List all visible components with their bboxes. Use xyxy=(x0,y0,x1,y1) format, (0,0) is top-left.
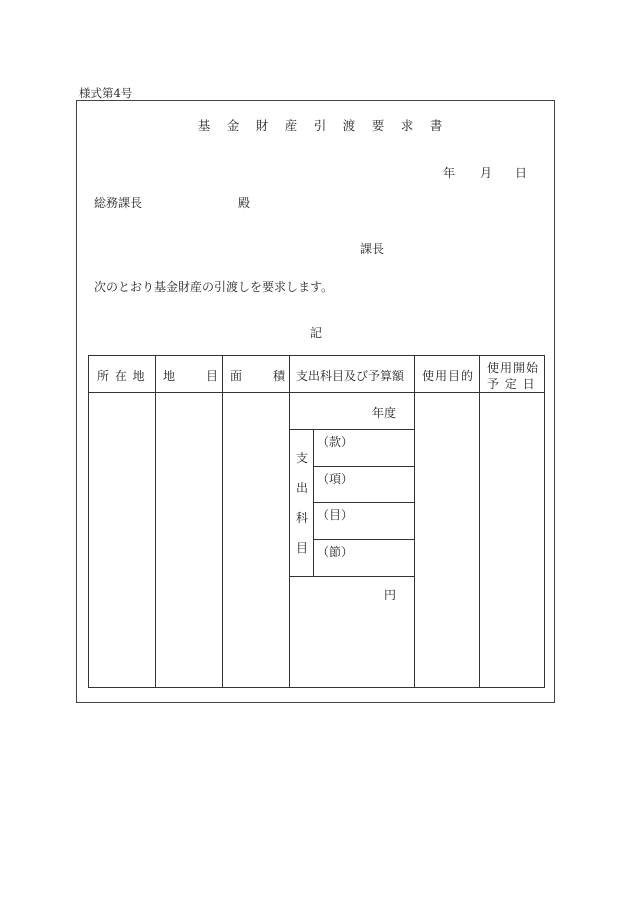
body-text: 次のとおり基金財産の引渡しを要求します。 xyxy=(94,280,334,294)
header-start-line2: 予 定 日 xyxy=(487,377,536,391)
col-divider xyxy=(222,356,223,687)
header-location: 所 在 地 xyxy=(97,369,146,383)
document-title xyxy=(0,116,630,134)
ki-heading: 記 xyxy=(310,326,323,340)
form-number: 様式第4号 xyxy=(79,86,133,100)
header-area-2: 積 xyxy=(273,369,286,383)
expenditure-char: 目 xyxy=(296,541,309,555)
col-divider xyxy=(155,356,156,687)
header-budget: 支出科目及び予算額 xyxy=(296,369,405,383)
subitem-kou: （項） xyxy=(317,472,354,486)
expenditure-char: 科 xyxy=(296,511,309,525)
date-month-label: 月 xyxy=(480,166,493,180)
fiscal-year-label: 年度 xyxy=(372,406,397,420)
header-divider xyxy=(89,392,544,393)
title-char: 金 xyxy=(226,118,240,133)
title-char: 要 xyxy=(371,118,385,133)
budget-row-divider xyxy=(289,576,414,577)
budget-row-divider xyxy=(313,466,414,467)
header-area-1: 面 xyxy=(230,369,243,383)
title-char: 基 xyxy=(197,118,211,133)
budget-label-divider xyxy=(313,429,314,576)
subitem-moku: （目） xyxy=(317,508,354,522)
subitem-setsu: （節） xyxy=(317,545,354,559)
addressee: 総務課長 xyxy=(94,196,143,210)
title-char: 渡 xyxy=(342,118,356,133)
budget-row-divider xyxy=(313,539,414,540)
budget-row-divider xyxy=(289,429,414,430)
title-char: 財 xyxy=(255,118,269,133)
title-char: 産 xyxy=(284,118,298,133)
yen-label: 円 xyxy=(384,588,397,602)
sender-title: 課長 xyxy=(360,242,385,256)
date-year-label: 年 xyxy=(443,166,456,180)
budget-row-divider xyxy=(313,502,414,503)
header-chimoku-1: 地 xyxy=(163,369,176,383)
col-divider xyxy=(289,356,290,687)
expenditure-char: 出 xyxy=(296,481,309,495)
header-start-line1: 使用開始 xyxy=(487,361,540,375)
subitem-kan: （款） xyxy=(317,435,354,449)
header-chimoku-2: 目 xyxy=(206,369,219,383)
expenditure-char: 支 xyxy=(296,451,309,465)
date-day-label: 日 xyxy=(515,166,528,180)
header-purpose: 使用目的 xyxy=(422,369,475,383)
honorific: 殿 xyxy=(238,196,251,210)
col-divider xyxy=(414,356,415,687)
request-table xyxy=(88,355,545,688)
col-divider xyxy=(479,356,480,687)
title-char: 求 xyxy=(400,118,414,133)
title-char: 書 xyxy=(429,118,443,133)
title-char: 引 xyxy=(313,118,327,133)
